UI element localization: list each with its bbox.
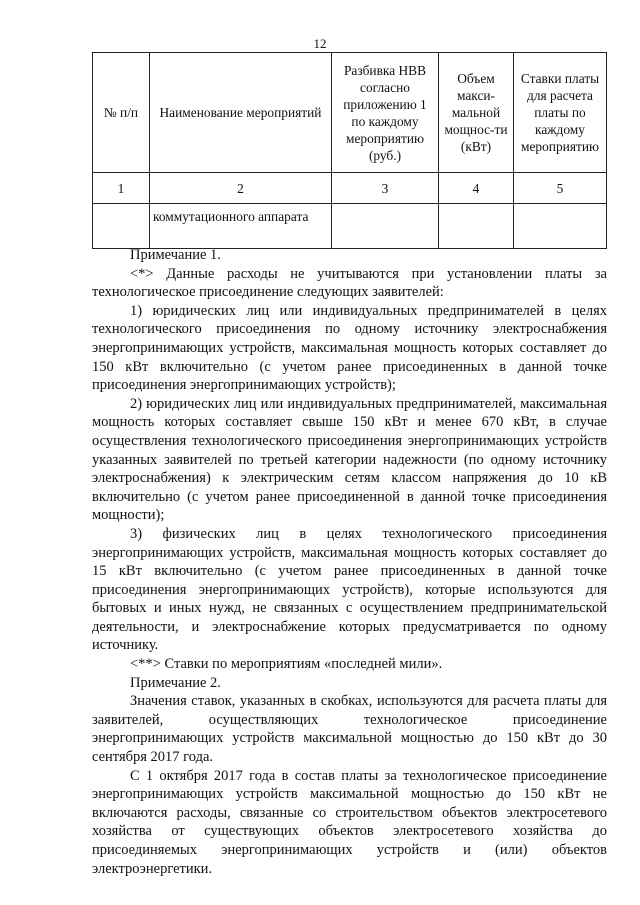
- page-number: 12: [313, 36, 327, 51]
- cell-nvv: [332, 204, 439, 249]
- note2-paragraph-1: Значения ставок, указанных в скобках, используются для расчета платы для заявителей, осуществляющих технологическое присоединение энергопринимающих устройств максимальной мощностью до 150 кВт до 30 сентября 2017 года.: [92, 693, 607, 766]
- column-number: 1: [93, 173, 150, 204]
- note1-item-1: 1) юридических лиц или индивидуальных предпринимателей в целях технологического присоединения по одному источнику электроснабжения энергопринимающих устройств, максимальная мощность которых составляет до 150 кВт включительно (с учетом ранее присоединенных в данной точке присоединения энергопринимающих устройств);: [92, 302, 607, 394]
- note1-item-3: 3) физических лиц в целях технологического присоединения энергопринимающих устройств, максимальная мощность которых составляет до 15 кВт включительно (с учетом ранее присоединенных в данной точке присоединения энергопринимающих устройств), которые используются для бытовых и иных нужд, не связанных с осуществлением предпринимательской деятельности, и электроснабжение которых предусматривается по одному источнику.: [92, 525, 607, 654]
- note2-paragraph-2: С 1 октября 2017 года в состав платы за технологическое присоединение энергопринимающих устройств максимальной мощностью до 150 кВт не включаются расходы, связанные со строительством объектов электросетевого хозяйства от существующих объектов электросетевого хозяйства до присоединяемых энергопринимающих устройств и (или) объектов электроэнергетики.: [92, 767, 607, 877]
- header-nvv: Разбивка НВВ согласно приложению 1 по каждому мероприятию (руб.): [332, 53, 439, 173]
- column-number: 4: [439, 173, 514, 204]
- column-number: 5: [514, 173, 607, 204]
- table-header-row: [93, 53, 607, 173]
- cell-num: [93, 204, 150, 249]
- column-number: 3: [332, 173, 439, 204]
- cell-name: коммутационного аппарата: [150, 204, 332, 249]
- header-power: Объем макси-мальной мощнос-ти (кВт): [439, 53, 514, 173]
- notes-section: [92, 246, 607, 878]
- note1-title: Примечание 1.: [130, 247, 221, 263]
- header-name: Наименование мероприятий: [150, 53, 332, 173]
- fees-table: [92, 52, 607, 249]
- column-number: 2: [150, 173, 332, 204]
- note1-star-paragraph: <*> Данные расходы не учитываются при установлении платы за технологическое присоединение следующих заявителей:: [92, 265, 607, 301]
- header-num: № п/п: [93, 53, 150, 173]
- note2-title: Примечание 2.: [130, 674, 221, 691]
- cell-rates: [514, 204, 607, 249]
- note1-item-2: 2) юридических лиц или индивидуальных предпринимателей, максимальная мощность которых составляет свыше 150 кВт и менее 670 кВт, в случае осуществления технологического присоединения энергопринимающих устройств указанных заявителей по третьей категории надежности (по одному источнику электроснабжения) к электрическим сетям классом напряжения до 10 кВ включительно (с учетом ранее присоединенной в данной точке присоединения мощности);: [92, 395, 607, 524]
- table-row: [93, 204, 607, 249]
- header-rates: Ставки платы для расчета платы по каждому мероприятию: [514, 53, 607, 173]
- double-star-note: <**> Ставки по мероприятиям «последней мили».: [130, 656, 443, 673]
- column-number-row: [93, 173, 607, 204]
- cell-power: [439, 204, 514, 249]
